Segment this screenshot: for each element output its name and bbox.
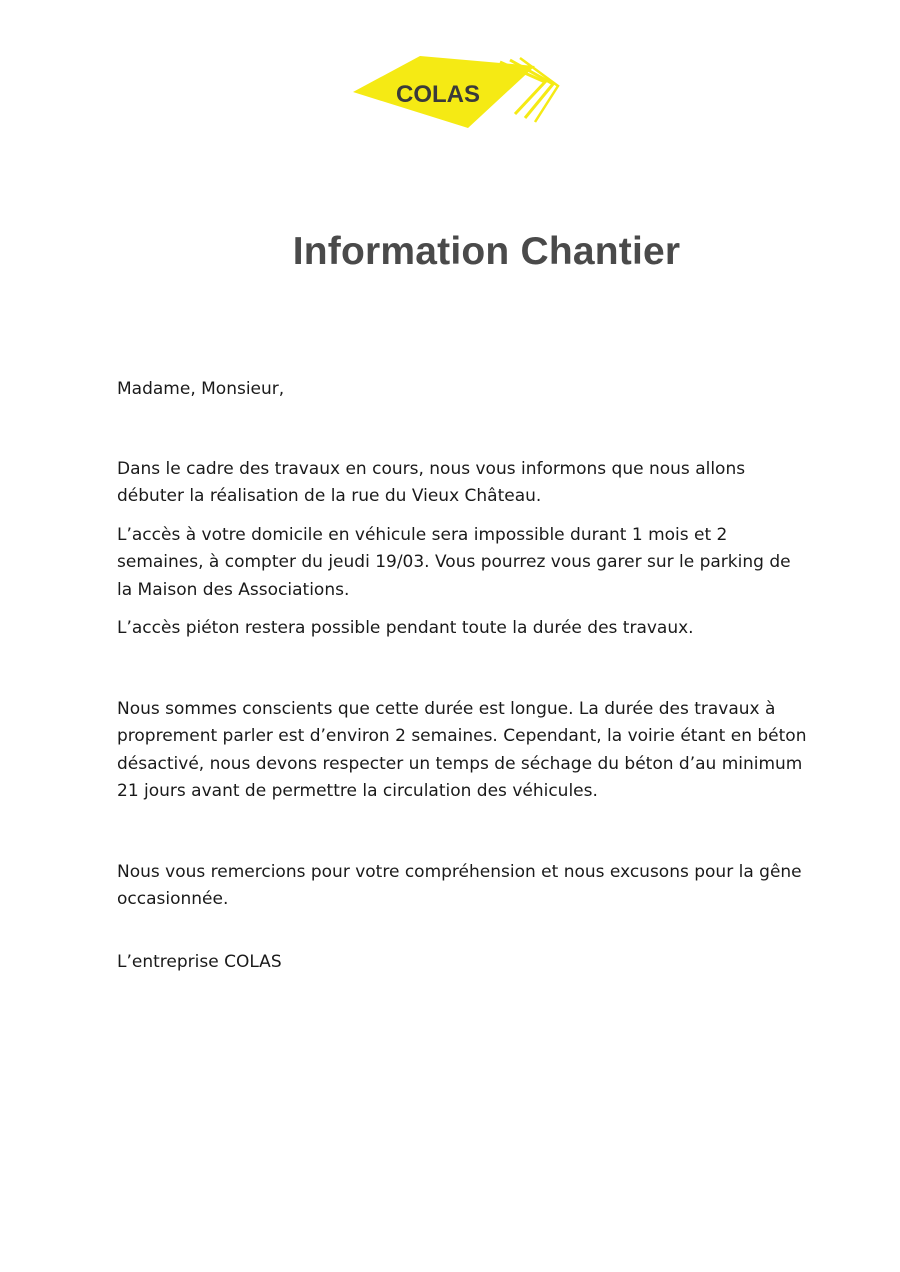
paragraph-works-start: Dans le cadre des travaux en cours, nous vous informons que nous allons débuter la réalisation de la rue du Vieux Château. bbox=[117, 458, 746, 506]
salutation: Madame, Monsieur, bbox=[117, 379, 285, 399]
logo-text: COLAS bbox=[396, 81, 480, 108]
letter-body bbox=[117, 376, 807, 976]
paragraph-vehicle-access: L’accès à votre domicile en véhicule sera impossible durant 1 mois et 2 semaines, à compter du jeudi 19/03. Vous pourrez vous garer sur le parking de la Maison des Associations. bbox=[117, 524, 791, 600]
colas-logo bbox=[350, 52, 560, 132]
page-title: Information Chantier bbox=[292, 230, 681, 273]
signature: L’entreprise COLAS bbox=[117, 951, 282, 972]
paragraph-duration-explanation: Nous sommes conscients que cette durée est longue. La durée des travaux à proprement parler est d’environ 2 semaines. Cependant, la voirie étant en béton désactivé, nous devons respecter un temps de séchage du béton d’au minimum 21 jours avant de permettre la circulation des véhicules. bbox=[117, 698, 807, 801]
colas-logo-graphic bbox=[350, 52, 560, 132]
paragraph-pedestrian-access: L’accès piéton restera possible pendant toute la durée des travaux. bbox=[117, 618, 694, 638]
paragraph-thanks: Nous vous remercions pour votre compréhension et nous excusons pour la gêne occasionnée. bbox=[117, 861, 802, 909]
